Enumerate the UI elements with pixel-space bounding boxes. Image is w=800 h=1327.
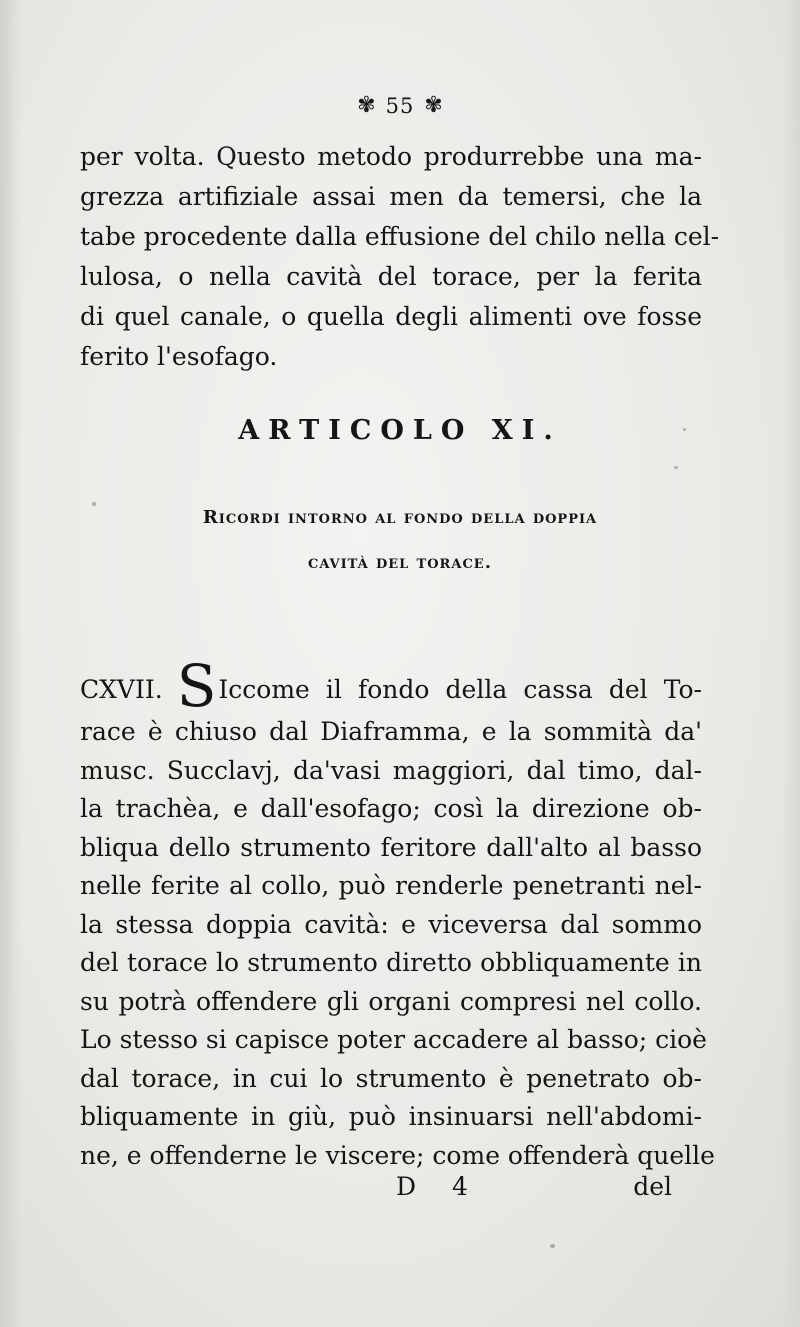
paper-speck: [92, 502, 96, 506]
text-line: la stessa doppia cavità: e viceversa dal sommo: [80, 909, 702, 939]
page-shadow-right: [782, 0, 800, 1327]
text-line: bliqua dello strumento feritore dall'alto al basso: [80, 832, 702, 862]
page-number: 55: [385, 94, 415, 118]
article-subtitle-line: cavità del torace.: [308, 552, 492, 573]
text-line: dal torace, in cui lo strumento è penetrato ob-: [80, 1063, 702, 1093]
page-footer: [80, 1172, 702, 1208]
signature-mark: D 4: [396, 1172, 482, 1201]
text-line: Iccome il fondo della cassa del To-: [218, 675, 702, 704]
paragraph-first-line: [80, 652, 702, 720]
asterism-ornament-icon: ✾: [424, 93, 443, 118]
text-line: per volta. Questo metodo produrrebbe una ma-: [80, 142, 702, 171]
text-line: musc. Succlavj, da'vasi maggiori, dal timo, dal-: [80, 755, 702, 785]
paper-speck: [674, 466, 678, 469]
text-line: lulosa, o nella cavità del torace, per la ferita: [80, 262, 702, 291]
paper-speck: [550, 1244, 555, 1248]
text-line: grezza artifiziale assai men da temersi, che la: [80, 182, 702, 211]
text-line: tabe procedente dalla effusione del chilo nella cel-: [80, 222, 720, 251]
text-line: di quel canale, o quella degli alimenti ove fosse: [80, 302, 702, 331]
text-line: nelle ferite al collo, può renderle penetranti nel-: [80, 871, 702, 900]
text-line: race è chiuso dal Diaframma, e la sommità da': [80, 717, 702, 746]
article-subtitle-line: Ricordi intorno al fondo della doppia: [202, 507, 598, 528]
text-line: bliquamente in giù, può insinuarsi nell'abdomi-: [80, 1102, 702, 1131]
page-shadow-left: [0, 0, 22, 1327]
catchword: del: [633, 1172, 672, 1201]
drop-cap: S: [176, 652, 217, 720]
running-header: [0, 88, 800, 124]
article-title: ARTICOLO XI.: [238, 415, 562, 446]
text-line: su potrà offendere gli organi compresi nel collo.: [80, 986, 702, 1016]
text-line: del torace lo strumento diretto obbliquamente in: [80, 948, 702, 977]
paragraph-number: CXVII.: [80, 675, 163, 704]
text-line: Lo stesso si capisce poter accadere al basso; cioè: [80, 1025, 707, 1054]
asterism-ornament-icon: ✾: [357, 93, 376, 118]
text-line: la trachèa, e dall'esofago; così la direzione ob-: [80, 794, 702, 823]
text-line: ferito l'esofago.: [80, 342, 278, 371]
text-line: ne, e offenderne le viscere; come offenderà quelle: [80, 1140, 715, 1170]
